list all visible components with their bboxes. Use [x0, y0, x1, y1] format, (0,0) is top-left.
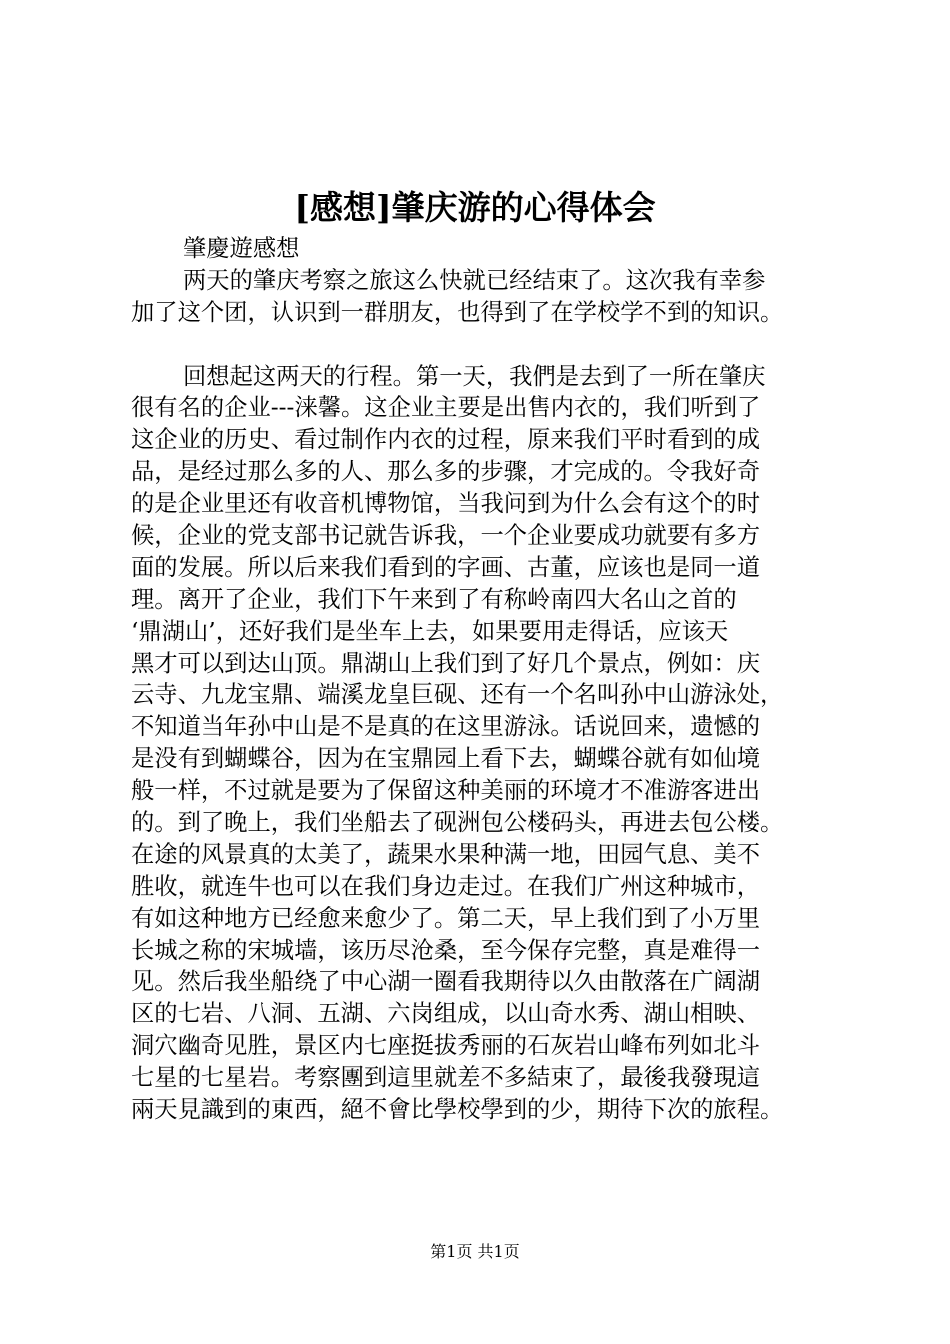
- paragraph-2-line: 是没有到蝴蝶谷，因为在宝鼎园上看下去，蝴蝶谷就有如仙境: [131, 745, 761, 773]
- subtitle: 肇慶遊感想: [183, 235, 300, 262]
- paragraph-2-line: 品，是经过那么多的人、那么多的步骤，才完成的。令我好奇: [131, 458, 761, 486]
- paragraph-2-line: 回想起这两天的行程。第一天，我們是去到了一所在肇庆: [183, 362, 766, 390]
- paragraph-2-line: 不知道当年孙中山是不是真的在这里游泳。话说回来，遗憾的: [131, 713, 761, 741]
- paragraph-2-line: 长城之称的宋城墙，该历尽沧桑，至今保存完整，真是难得一: [131, 936, 761, 964]
- paragraph-2-line: 洞穴幽奇见胜，景区内七座挺拔秀丽的石灰岩山峰布列如北斗: [131, 1032, 761, 1060]
- paragraph-2-line: 在途的风景真的太美了，蔬果水果种满一地，田园气息、美不: [131, 840, 761, 868]
- paragraph-1-line: 两天的肇庆考察之旅这么快就已经结束了。这次我有幸参: [183, 266, 766, 294]
- paragraph-2-line: 兩天見識到的東西，絕不會比學校學到的少，期待下次的旅程。: [131, 1096, 784, 1124]
- paragraph-2-line: 的。到了晚上，我们坐船去了砚洲包公楼码头，再进去包公楼。: [131, 809, 784, 837]
- paragraph-2-line: 七星的七星岩。考察團到這里就差不多結束了，最後我發現這: [131, 1064, 761, 1092]
- paragraph-2-line: 面的发展。所以后来我们看到的字画、古董，应该也是同一道: [131, 553, 761, 581]
- paragraph-2-line: 区的七岩、八洞、五湖、六岗组成，以山奇水秀、湖山相映、: [131, 1000, 761, 1028]
- paragraph-2-line: 胜收，就连牛也可以在我们身边走过。在我们广州这种城市，: [131, 872, 761, 900]
- paragraph-2-line: 的是企业里还有收音机博物馆，当我问到为什么会有这个的时: [131, 490, 761, 518]
- paragraph-2-line: 云寺、九龙宝鼎、端溪龙皇巨砚、还有一个名叫孙中山游泳处，: [131, 681, 784, 709]
- paragraph-2-line: 很有名的企业---涞馨。这企业主要是出售内衣的，我们听到了: [131, 394, 761, 422]
- paragraph-2-line: 有如这种地方已经愈来愈少了。第二天，早上我们到了小万里: [131, 904, 761, 932]
- paragraph-2-line: 见。然后我坐船绕了中心湖一圈看我期待以久由散落在广阔湖: [131, 968, 761, 996]
- paragraph-2-line: 理。离开了企业，我们下午来到了有称岭南四大名山之首的: [131, 585, 737, 613]
- paragraph-2-line: 般一样，不过就是要为了保留这种美丽的环境才不准游客进出: [131, 777, 761, 805]
- paragraph-2-line: 候，企业的党支部书记就告诉我，一个企业要成功就要有多方: [131, 522, 761, 550]
- page-footer: 第1页 共1页: [430, 1242, 520, 1261]
- document-title: [感想]肇庆游的心得体会: [294, 188, 656, 227]
- paragraph-2-line: 这企业的历史、看过制作内衣的过程，原来我们平时看到的成: [131, 426, 761, 454]
- paragraph-spacer: [131, 329, 831, 361]
- paragraph-2-line: 黑才可以到达山顶。鼎湖山上我们到了好几个景点，例如：庆: [131, 649, 761, 677]
- document-body: [131, 233, 831, 1126]
- paragraph-1-line: 加了这个团，认识到一群朋友，也得到了在学校学不到的知识。: [131, 298, 784, 326]
- paragraph-2-line: ‘鼎湖山’，还好我们是坐车上去，如果要用走得话，应该天: [131, 617, 729, 645]
